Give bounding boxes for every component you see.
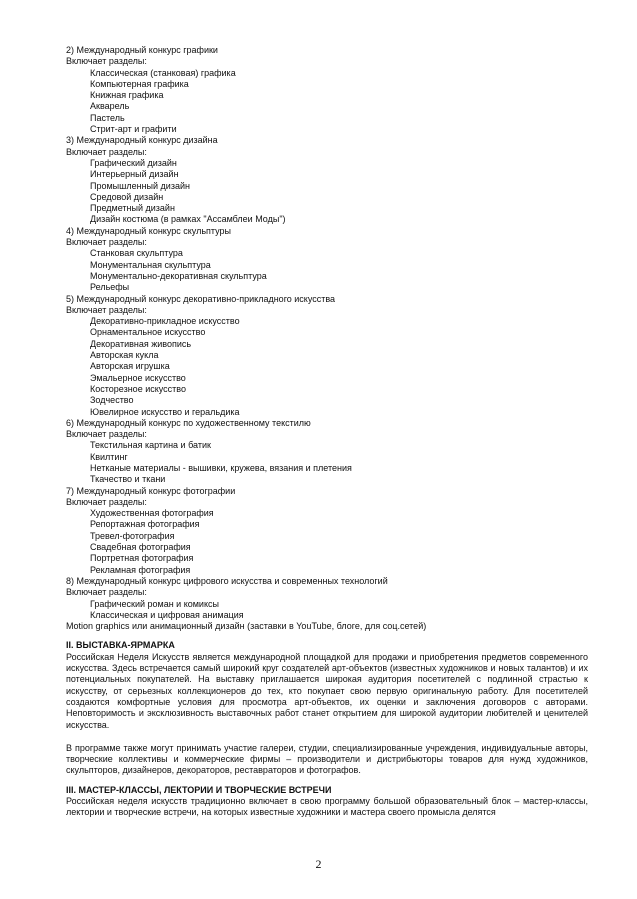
includes-label: Включает разделы: [66,146,147,157]
contest-title: 2) Международный конкурс графики [66,45,218,55]
exhibition-paragraph-1: Российская Неделя Искусств является международной площадкой для продажи и приобретения предметов современного искусства. Здесь встречается самый широкий круг создателей арт-объектов (известных художников и новых талантов) и их потенциальных покупателей. На выставку приглашается широкая аудитория посетителей с подлинной страстью к искусству, от серьезных коллекционеров до тех, кто покупает свою первую оригинальную работу. Для посетителей создаются комфортные условия для просмотра арт-объектов, их оценки и заключения договоров с авторами. Неповторимость и эксклюзивность выставочных работ станет открытием для широкой аудитории любителей и ценителей искусства. [66,651,588,730]
document-body [66,45,588,819]
includes-label: Включает разделы: [66,429,147,440]
page-number: 2 [315,857,322,871]
contest-section-item: Декоративная живопись [90,338,192,349]
contest-section-item: Нетканые материалы - вышивки, кружева, вязания и плетения [90,462,352,473]
contest-section-item: Тревел-фотография [90,530,175,541]
contest-section-item: Стрит-арт и графити [90,124,177,135]
contest-section-item: Портретная фотография [90,553,194,564]
exhibition-paragraph-2: В программе также могут принимать участие галереи, студии, специализированные учреждения, индивидуальные авторы, творческие коллективы и коммерческие фирмы – производители и дистрибьюторы товаров для нужд художников, скульпторов, дизайнеров, декораторов, реставраторов и фотографов. [66,742,588,776]
includes-label: Включает разделы: [66,56,147,67]
contest-section-item: Графический дизайн [90,157,177,168]
contest-section-item: Художественная фотография [90,508,214,519]
contest-section-item: Монументальная скульптура [90,259,211,270]
contest-section-item: Акварель [90,101,130,112]
masterclasses-paragraph-1: Российская неделя искусств традиционно включает в свою программу большой образовательный блок – мастер-классы, лектории и творческие встречи, на которых известные художники и мастера своего промысла делятся [66,796,588,818]
contest-section-item: Предметный дизайн [90,203,175,214]
contest-title: 7) Международный конкурс фотографии [66,485,236,496]
contest-section-item: Средовой дизайн [90,191,164,202]
contest-title: 6) Международный конкурс по художественному текстилю [66,417,311,428]
includes-label: Включает разделы: [66,496,147,507]
contest-section-item: Компьютерная графика [90,78,189,89]
contest-section-item: Квилтинг [90,451,128,462]
contest-section-item: Авторская кукла [90,350,159,361]
contest-section-item: Эмальерное искусство [90,372,186,383]
contest-section-item: Рельефы [90,282,130,293]
contest-list [66,45,588,621]
section-heading-exhibition: II. ВЫСТАВКА-ЯРМАРКА [66,640,175,651]
contest-section-item: Ткачество и ткани [90,474,166,485]
contest-section-item: Текстильная картина и батик [90,440,211,451]
contest-section-item: Классическая (станковая) графика [90,67,236,78]
contest-title: 5) Международный конкурс декоративно-прикладного искусства [66,293,336,304]
contest-section-item: Книжная графика [90,90,164,101]
contest-section-item: Рекламная фотография [90,564,191,575]
contest-section-item: Дизайн костюма (в рамках "Ассамблеи Моды") [90,214,286,225]
contest-section-item: Станковая скульптура [90,248,183,259]
includes-label: Включает разделы: [66,304,147,315]
contest-section-item: Монументально-декоративная скульптура [90,270,267,281]
contest-section-item: Промышленный дизайн [90,180,190,191]
contest-title: 8) Международный конкурс цифрового искусства и современных технологий [66,575,388,586]
contest-section-item: Ювелирное искусство и геральдика [90,406,240,417]
contest-section-item: Пастель [90,112,125,123]
contest-section-item: Интерьерный дизайн [90,169,179,180]
contest-section-item: Орнаментальное искусство [90,327,206,338]
contest-section-item: Графический роман и комиксы [90,598,219,609]
contest-section-item: Косторезное искусство [90,383,186,394]
contest-section-item: Авторская игрушка [90,361,170,372]
contest-section-item: Свадебная фотография [90,542,191,553]
contest-section-item: Зодчество [90,395,134,406]
motion-graphics-line: Motion graphics или анимационный дизайн (заставки в YouTube, блоге, для соц.сетей) [66,621,427,632]
includes-label: Включает разделы: [66,587,147,598]
section-heading-masterclasses: III. МАСТЕР-КЛАССЫ, ЛЕКТОРИИ И ТВОРЧЕСКИЕ ВСТРЕЧИ [66,784,332,795]
contest-title: 3) Международный конкурс дизайна [66,135,218,146]
contest-section-item: Декоративно-прикладное искусство [90,316,240,327]
contest-section-item: Репортажная фотография [90,519,200,530]
contest-section-item: Классическая и цифровая анимация [90,609,244,620]
includes-label: Включает разделы: [66,237,147,248]
contest-title: 4) Международный конкурс скульптуры [66,225,231,236]
